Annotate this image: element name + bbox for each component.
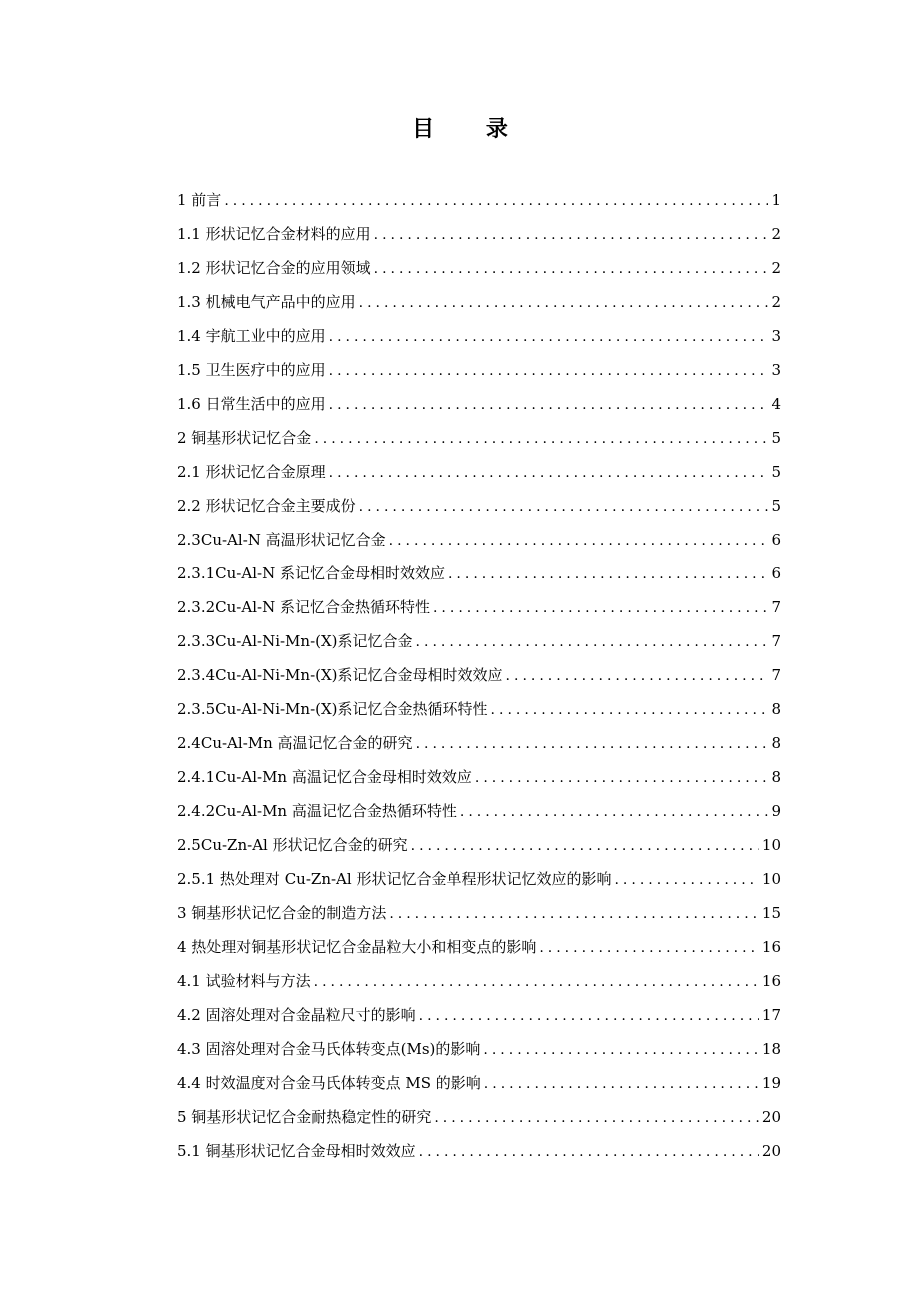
toc-entry-text: 2.2 形状记忆合金主要成份	[177, 496, 356, 515]
toc-entry-text: 2 铜基形状记忆合金	[177, 428, 312, 447]
toc-page-number: 3	[771, 360, 781, 379]
toc-entry	[177, 931, 781, 965]
toc-entry	[177, 286, 781, 320]
toc-dot-leader	[448, 558, 768, 592]
toc-entry-text: 4.3 固溶处理对合金马氏体转变点(Ms)的影响	[177, 1039, 481, 1058]
toc-entry	[177, 252, 781, 286]
toc-dot-leader	[314, 966, 759, 1000]
toc-dot-leader	[614, 864, 758, 898]
toc-page-number: 15	[761, 904, 781, 923]
toc-dot-leader	[224, 185, 768, 219]
toc-title: 目 录	[412, 117, 530, 142]
toc-entry	[177, 795, 781, 829]
toc-entry-text: 1.3 机械电气产品中的应用	[177, 292, 356, 311]
toc-entry-text: 2.3.5Cu-Al-Ni-Mn-(X)系记忆合金热循环特性	[177, 700, 488, 719]
toc-entry	[177, 625, 781, 659]
toc-dot-leader	[329, 355, 769, 389]
toc-entry-text: 1 前言	[177, 191, 222, 209]
toc-entry	[177, 999, 781, 1033]
toc-page-number: 7	[771, 666, 781, 685]
toc-page-number: 5	[771, 496, 781, 515]
toc-page-number: 6	[771, 530, 781, 549]
toc-entry	[177, 897, 781, 931]
toc-entry-text: 1.4 宇航工业中的应用	[177, 326, 326, 345]
toc-dot-leader	[483, 1034, 759, 1068]
toc-entry	[177, 218, 781, 252]
toc-dot-leader	[475, 762, 769, 796]
toc-page-number: 5	[771, 428, 781, 447]
toc-page-number: 2	[771, 224, 781, 243]
toc-entry-text: 2.3Cu-Al-N 高温形状记忆合金	[177, 530, 386, 549]
toc-dot-leader	[374, 253, 769, 287]
toc-entry-text: 2.3.3Cu-Al-Ni-Mn-(X)系记忆合金	[177, 632, 413, 651]
toc-entry-text: 1.2 形状记忆合金的应用领域	[177, 258, 371, 277]
toc-entry	[177, 591, 781, 625]
toc-page-number: 20	[761, 1107, 781, 1126]
toc-entry	[177, 693, 781, 727]
toc-entry	[177, 1067, 781, 1101]
toc-entry	[177, 829, 781, 863]
toc-entry	[177, 1135, 781, 1169]
toc-page-number: 1	[771, 191, 781, 209]
toc-entry-text: 2.3.1Cu-Al-N 系记忆合金母相时效效应	[177, 564, 445, 583]
toc-entry	[177, 422, 781, 456]
toc-list	[177, 184, 781, 1169]
toc-dot-leader	[416, 626, 769, 660]
toc-dot-leader	[539, 932, 759, 966]
toc-dot-leader	[389, 898, 759, 932]
toc-page-number: 18	[761, 1039, 781, 1058]
toc-page-number: 4	[771, 394, 781, 413]
toc-page-number: 2	[771, 258, 781, 277]
toc-entry-text: 4 热处理对铜基形状记忆合金晶粒大小和相变点的影响	[177, 937, 537, 956]
toc-page-number: 17	[761, 1005, 781, 1024]
toc-entry	[177, 1033, 781, 1067]
toc-entry-text: 4.4 时效温度对合金马氏体转变点 MS 的影响	[177, 1073, 481, 1092]
toc-dot-leader	[411, 830, 759, 864]
toc-dot-leader	[460, 796, 769, 830]
toc-page-number: 8	[771, 734, 781, 753]
toc-entry-text: 4.1 试验材料与方法	[177, 971, 311, 990]
toc-entry	[177, 965, 781, 999]
toc-page-number: 9	[771, 802, 781, 821]
toc-page-number: 8	[771, 768, 781, 787]
toc-entry	[177, 184, 781, 218]
toc-page-number: 6	[771, 564, 781, 583]
toc-page-number: 7	[771, 598, 781, 617]
toc-entry	[177, 727, 781, 761]
toc-entry	[177, 863, 781, 897]
toc-page-number: 8	[771, 700, 781, 719]
toc-entry	[177, 456, 781, 490]
toc-page-number: 16	[761, 971, 781, 990]
toc-dot-leader	[329, 457, 769, 491]
toc-page-number: 2	[771, 292, 781, 311]
toc-entry-text: 2.3.4Cu-Al-Ni-Mn-(X)系记忆合金母相时效效应	[177, 666, 503, 685]
toc-dot-leader	[329, 321, 769, 355]
toc-dot-leader	[419, 1000, 759, 1034]
toc-page-number: 3	[771, 326, 781, 345]
toc-page-number: 7	[771, 632, 781, 651]
toc-entry	[177, 1101, 781, 1135]
toc-page-number: 10	[761, 870, 781, 889]
toc-entry	[177, 388, 781, 422]
toc-dot-leader	[359, 491, 769, 525]
toc-entry	[177, 490, 781, 524]
toc-entry	[177, 557, 781, 591]
toc-entry	[177, 354, 781, 388]
toc-entry-text: 1.1 形状记忆合金材料的应用	[177, 224, 371, 243]
toc-dot-leader	[484, 1068, 759, 1102]
toc-dot-leader	[491, 694, 769, 728]
toc-entry	[177, 659, 781, 693]
toc-entry	[177, 761, 781, 795]
toc-entry-text: 5.1 铜基形状记忆合金母相时效效应	[177, 1141, 416, 1160]
toc-dot-leader	[359, 287, 769, 321]
toc-page-number: 19	[761, 1073, 781, 1092]
toc-dot-leader	[434, 1102, 759, 1136]
toc-dot-leader	[329, 389, 769, 423]
toc-page-number: 10	[761, 836, 781, 855]
toc-entry-text: 2.1 形状记忆合金原理	[177, 462, 326, 481]
toc-entry-text: 2.4.1Cu-Al-Mn 高温记忆合金母相时效效应	[177, 768, 472, 787]
toc-dot-leader	[419, 1136, 759, 1170]
toc-dot-leader	[374, 219, 769, 253]
toc-page-number: 16	[761, 937, 781, 956]
toc-entry-text: 2.5.1 热处理对 Cu-Zn-Al 形状记忆合金单程形状记忆效应的影响	[177, 870, 612, 889]
toc-entry	[177, 320, 781, 354]
toc-dot-leader	[416, 728, 769, 762]
toc-dot-leader	[433, 592, 768, 626]
toc-entry-text: 5 铜基形状记忆合金耐热稳定性的研究	[177, 1107, 432, 1126]
toc-entry-text: 4.2 固溶处理对合金晶粒尺寸的影响	[177, 1005, 416, 1024]
toc-dot-leader	[314, 423, 768, 457]
toc-entry	[177, 524, 781, 558]
toc-page-number: 20	[761, 1141, 781, 1160]
toc-page-number: 5	[771, 462, 781, 481]
toc-entry-text: 3 铜基形状记忆合金的制造方法	[177, 904, 387, 923]
toc-entry-text: 2.4.2Cu-Al-Mn 高温记忆合金热循环特性	[177, 802, 457, 821]
toc-entry-text: 2.4Cu-Al-Mn 高温记忆合金的研究	[177, 734, 413, 753]
toc-entry-text: 2.3.2Cu-Al-N 系记忆合金热循环特性	[177, 598, 430, 617]
toc-entry-text: 1.6 日常生活中的应用	[177, 394, 326, 413]
toc-dot-leader	[506, 660, 769, 694]
toc-dot-leader	[389, 525, 769, 559]
toc-entry-text: 1.5 卫生医疗中的应用	[177, 360, 326, 379]
toc-entry-text: 2.5Cu-Zn-Al 形状记忆合金的研究	[177, 836, 408, 855]
